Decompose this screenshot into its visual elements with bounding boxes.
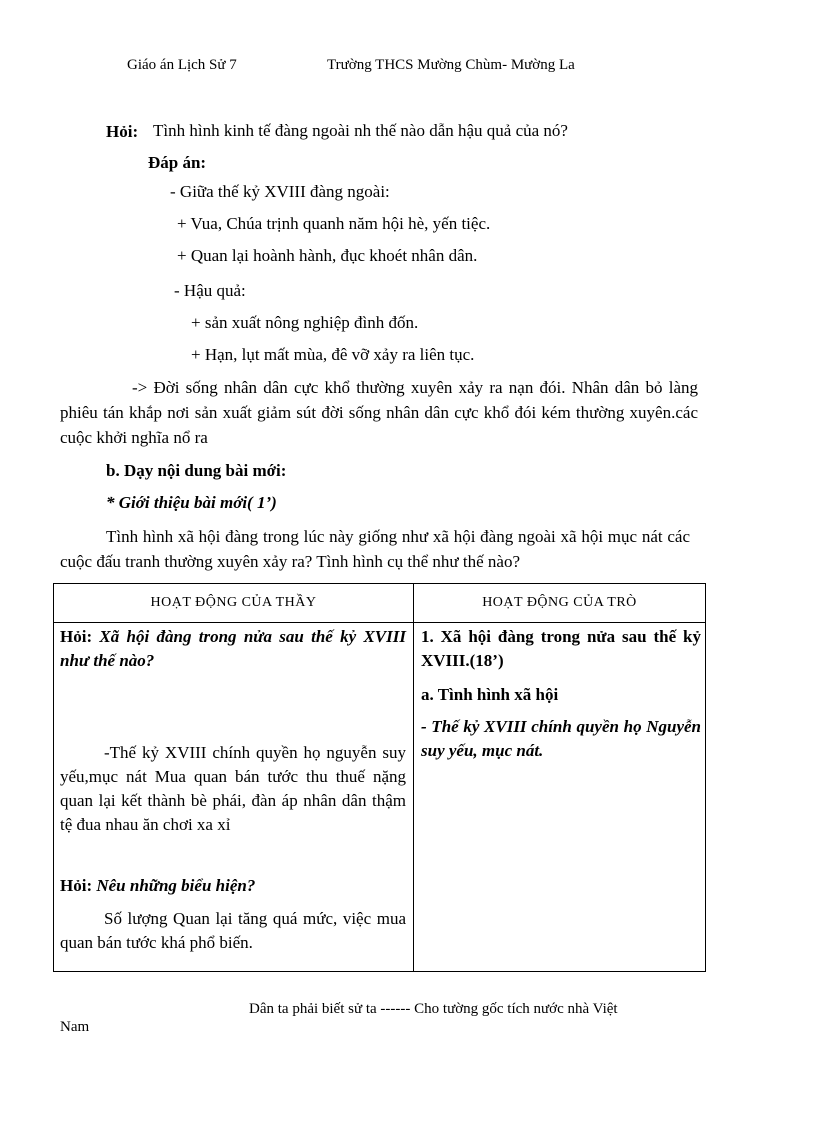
section-b-title: b. Dạy nội dung bài mới: (106, 461, 287, 480)
student-text: - Thế kỷ XVIII chính quyền họ Nguyễn suy yếu, mục nát. (421, 717, 701, 760)
student-subheading: a. Tình hình xã hội (421, 685, 559, 704)
answer-line: - Hậu quả: (174, 281, 246, 300)
answer-label: Đáp án: (148, 153, 207, 172)
student-cell (414, 623, 706, 972)
teacher-answer: -Thế kỷ XVIII chính quyền họ nguyễn suy yếu,mục nát Mua quan bán tước thu thuế nặng quan lại kết thành bè phái, đàn áp nhân dân thậm tệ đua nhau ăn chơi xa xỉ (60, 743, 406, 834)
footer-text: Dân ta phải biết sử ta ------ Cho tường gốc tích nước nhà Việt (249, 1001, 618, 1017)
teacher-question-2-label: Hỏi: (60, 876, 93, 895)
question-label: Hỏi: (106, 122, 139, 141)
header-subject: Giáo án Lịch Sử 7 (127, 57, 237, 73)
teacher-question-2 (60, 876, 255, 896)
teacher-cell (54, 623, 414, 972)
student-heading: 1. Xã hội đàng trong nửa sau thế kỷ XVIII.(18’) (421, 627, 701, 670)
teacher-question-text: Xã hội đàng trong nửa sau thế kỷ XVIII như thế nào? (60, 627, 406, 670)
student-column-header: HOẠT ĐỘNG CỦA TRÒ (414, 584, 706, 623)
answer-line: + sản xuất nông nghiệp đình đốn. (191, 313, 419, 332)
answer-line: + Quan lại hoành hành, đục khoét nhân dân. (177, 246, 478, 265)
teacher-column-header: HOẠT ĐỘNG CỦA THẦY (54, 584, 414, 623)
answer-conclusion: -> Đời sống nhân dân cực khổ thường xuyên xảy ra nạn đói. Nhân dân bỏ làng phiêu tán khắp nơi sản xuất giảm sút đời sống nhân dân cực khổ đói kém thường xuyên.các cuộc khởi nghĩa nổ ra (60, 378, 698, 447)
answer-line: - Giữa thế kỷ XVIII đàng ngoài: (170, 182, 390, 201)
intro-title: * Giới thiệu bài mới( 1’) (106, 493, 277, 512)
teacher-question (60, 625, 406, 673)
header-school: Trường THCS Mường Chùm- Mường La (327, 57, 575, 73)
question-text: Tình hình kinh tế đàng ngoài nh thế nào dẫn hậu quả của nó? (153, 121, 568, 140)
teacher-answer-2: Số lượng Quan lại tăng quá mức, việc mua quan bán tước khá phổ biến. (60, 909, 406, 952)
teacher-question-2-text: Nêu những biểu hiện? (96, 876, 256, 895)
activity-table (53, 583, 706, 972)
footer-wrap: Nam (60, 1019, 90, 1035)
teacher-question-label: Hỏi: (60, 627, 93, 646)
intro-text: Tình hình xã hội đàng trong lúc này giống như xã hội đàng ngoài xã hội mục nát các cuộc đấu tranh thường xuyên xảy ra? Tình hình cụ thể như thế nào? (60, 527, 690, 571)
answer-line: + Hạn, lụt mất mùa, đê vỡ xảy ra liên tục. (191, 345, 475, 364)
answer-line: + Vua, Chúa trịnh quanh năm hội hè, yến tiệc. (177, 214, 491, 233)
